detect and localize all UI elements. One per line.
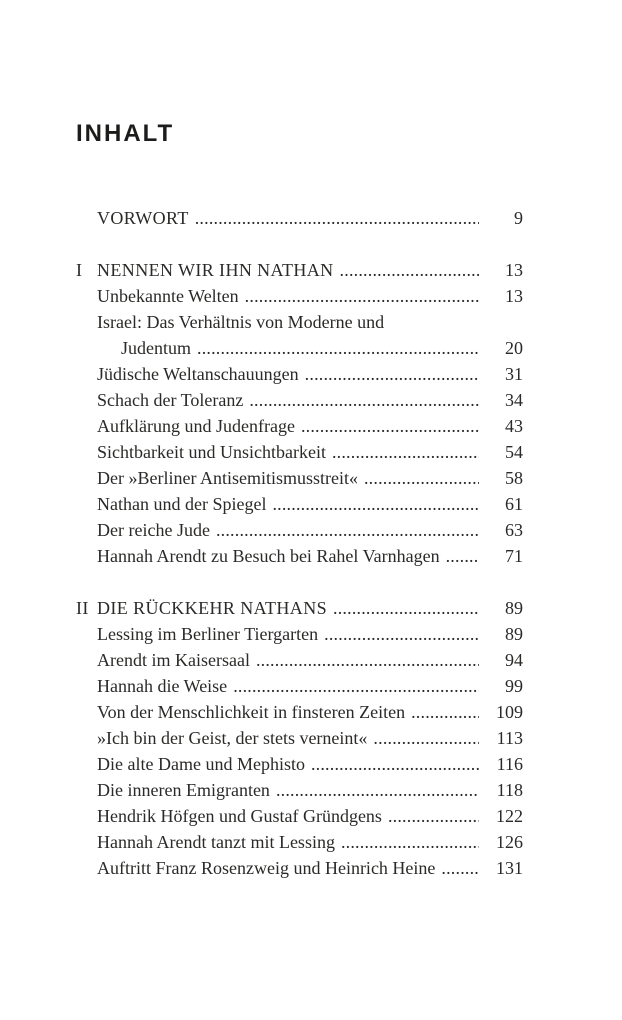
toc-section <box>76 595 523 881</box>
entry-page-number: 99 <box>505 676 523 696</box>
entry-page-number: 58 <box>505 468 523 488</box>
section-heading-title: DIE RÜCKKEHR NATHANS <box>97 598 328 618</box>
entry-title: Auftritt Franz Rosenzweig und Heinrich Heine <box>97 858 436 878</box>
toc-sections <box>76 257 523 881</box>
dot-leader <box>311 751 479 777</box>
entry-page-number: 89 <box>505 598 523 618</box>
toc-entry <box>97 621 523 647</box>
entry-page-number: 34 <box>505 390 523 410</box>
dot-leader <box>446 543 479 569</box>
dot-leader <box>332 439 479 465</box>
toc-entry <box>97 439 523 465</box>
entry-page-number: 118 <box>496 780 523 800</box>
entry-title: Der »Berliner Antisemitismusstreit« <box>97 468 358 488</box>
entry-title: Hannah Arendt tanzt mit Lessing <box>97 832 335 852</box>
entry-title: Der reiche Jude <box>97 520 210 540</box>
toc-entry <box>97 361 523 387</box>
page-title: INHALT <box>76 120 175 147</box>
toc-entry <box>97 517 523 543</box>
entry-page-number: 31 <box>505 364 523 384</box>
toc-entry <box>97 751 523 777</box>
toc-section-heading <box>76 595 523 621</box>
toc-entry <box>97 647 523 673</box>
entry-title: Von der Menschlichkeit in finsteren Zeiten <box>97 702 406 722</box>
entry-title: »Ich bin der Geist, der stets verneint« <box>97 728 368 748</box>
toc-entry <box>97 777 523 803</box>
dot-leader <box>249 387 479 413</box>
toc-entry <box>97 413 523 439</box>
toc-entry <box>97 829 523 855</box>
toc-entry-frontmatter <box>97 205 523 231</box>
toc-entry <box>97 491 523 517</box>
entry-title: Aufklärung und Judenfrage <box>97 416 295 436</box>
entry-title: Arendt im Kaisersaal <box>97 650 250 670</box>
entry-title: Hannah Arendt zu Besuch bei Rahel Varnhagen <box>97 546 440 566</box>
dot-leader <box>333 595 479 621</box>
table-of-contents <box>76 205 523 881</box>
entry-title: Jüdische Weltanschauungen <box>97 364 299 384</box>
dot-leader <box>216 517 479 543</box>
entry-title: Israel: Das Verhältnis von Moderne und <box>97 312 385 332</box>
toc-entry <box>97 699 523 725</box>
toc-entry <box>97 465 523 491</box>
dot-leader <box>364 465 479 491</box>
dot-leader <box>340 257 479 283</box>
toc-entry <box>97 725 523 751</box>
dot-leader <box>324 621 479 647</box>
entry-page-number: 9 <box>514 208 523 228</box>
toc-entry <box>97 673 523 699</box>
entry-title: Unbekannte Welten <box>97 286 239 306</box>
entry-page-number: 71 <box>505 546 523 566</box>
entry-page-number: 109 <box>496 702 523 722</box>
entry-title: Sichtbarkeit und Unsichtbarkeit <box>97 442 326 462</box>
entry-title: Hendrik Höfgen und Gustaf Gründgens <box>97 806 382 826</box>
entry-page-number: 94 <box>505 650 523 670</box>
dot-leader <box>197 335 479 361</box>
entry-page-number: 43 <box>505 416 523 436</box>
entry-page-number: 63 <box>505 520 523 540</box>
dot-leader <box>195 205 479 231</box>
entry-page-number: 89 <box>505 624 523 644</box>
dot-leader <box>388 803 479 829</box>
section-heading-title: NENNEN WIR IHN NATHAN <box>97 260 334 280</box>
entry-page-number: 116 <box>496 754 523 774</box>
dot-leader <box>441 855 479 881</box>
entry-page-number: 126 <box>496 832 523 852</box>
entry-title: Lessing im Berliner Tiergarten <box>97 624 319 644</box>
dot-leader <box>305 361 479 387</box>
entry-page-number: 122 <box>496 806 523 826</box>
entry-page-number: 131 <box>496 858 523 878</box>
dot-leader <box>256 647 479 673</box>
entry-title: Die alte Dame und Mephisto <box>97 754 305 774</box>
entry-page-number: 61 <box>505 494 523 514</box>
toc-entry <box>97 543 523 569</box>
entry-page-number: 13 <box>505 286 523 306</box>
entry-title: Schach der Toleranz <box>97 390 244 410</box>
dot-leader <box>245 283 479 309</box>
entry-title: Die inneren Emigranten <box>97 780 270 800</box>
toc-entry-continuation <box>97 335 523 361</box>
dot-leader <box>411 699 479 725</box>
toc-section <box>76 257 523 569</box>
dot-leader <box>276 777 479 803</box>
toc-section-heading <box>76 257 523 283</box>
entry-page-number: 54 <box>505 442 523 462</box>
toc-entry <box>97 387 523 413</box>
entry-page-number: 13 <box>505 260 523 280</box>
dot-leader <box>233 673 479 699</box>
toc-entry <box>97 855 523 881</box>
entry-page-number: 20 <box>505 338 523 358</box>
toc-entry <box>97 283 523 309</box>
entry-title: Nathan und der Spiegel <box>97 494 267 514</box>
dot-leader <box>272 491 479 517</box>
toc-entry <box>97 803 523 829</box>
entry-title: Hannah die Weise <box>97 676 228 696</box>
dot-leader <box>301 413 479 439</box>
toc-entry <box>97 309 523 335</box>
entry-continuation: Judentum <box>121 338 191 358</box>
dot-leader <box>373 725 479 751</box>
section-numeral: I <box>76 260 83 280</box>
dot-leader <box>341 829 479 855</box>
entry-page-number: 113 <box>496 728 523 748</box>
entry-title: VORWORT <box>97 208 189 228</box>
section-numeral: II <box>76 598 89 618</box>
